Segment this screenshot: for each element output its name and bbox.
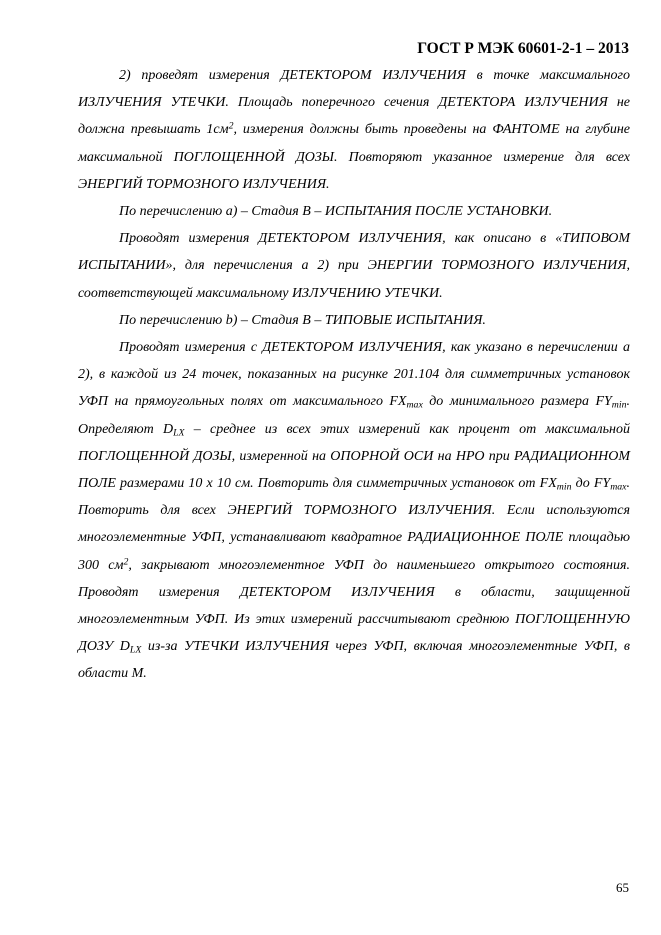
paragraph-stage-b-type-tests (78, 307, 630, 334)
text-span: из-за УТЕЧКИ ИЗЛУЧЕНИЯ через УФП, включая многоэлементные УФП, в области М. (78, 639, 630, 682)
text-span: Проводят измерения с ДЕТЕКТОРОМ ИЗЛУЧЕНИЯ, как указано в перечислении а 2), в каждой из 24 точек, показанных на рисунке 201.104 для симметричных установок УФП на прямоугольных полях от максимального FX (78, 340, 630, 410)
text-span: . Определяют D (78, 394, 630, 437)
text-span: По перечислению a) – Стадия В – ИСПЫТАНИЯ ПОСЛЕ УСТАНОВКИ. (119, 204, 553, 220)
subscript-min: min (556, 481, 572, 493)
text-span: , измерения должны быть проведены на ФАНТОМЕ на глубине максимальной ПОГЛОЩЕННОЙ ДОЗЫ. Повторяют указанное измерение для всех ЭНЕРГИЙ ТОРМОЗНОГО ИЗЛУЧЕНИЯ. (78, 122, 630, 192)
text-span: По перечислению b) – Стадия В – ТИПОВЫЕ ИСПЫТАНИЯ. (119, 312, 486, 328)
document-body (78, 62, 630, 688)
superscript-2: 2 (123, 556, 129, 568)
paragraph-measurement-as-type-test (78, 225, 630, 307)
text-span: Проводят измерения ДЕТЕКТОРОМ ИЗЛУЧЕНИЯ, как описано в «ТИПОВОМ ИСПЫТАНИИ», для перечисления а 2) при ЭНЕРГИИ ТОРМОЗНОГО ИЗЛУЧЕНИЯ, соответствующей максимальному ИЗЛУЧЕНИЮ УТЕЧКИ. (78, 231, 630, 301)
text-span: , закрывают многоэлементное УФП до наименьшего открытого состояния. Проводят измерения ДЕТЕКТОРОМ ИЗЛУЧЕНИЯ в области, защищенной многоэлементным УФП. Из этих измерений рассчитывают среднюю ПОГЛОЩЕННУЮ ДОЗУ D (78, 557, 631, 655)
subscript-max: max (406, 399, 423, 411)
paragraph-stage-b-after-installation (78, 198, 630, 225)
paragraph-24-points-measurement (78, 334, 630, 688)
superscript-2: 2 (228, 121, 234, 132)
text-span: до FY (571, 476, 611, 492)
subscript-max: max (610, 481, 627, 493)
paragraph-measurement-max-leakage (78, 62, 630, 198)
subscript-lx: LX (173, 427, 185, 439)
text-span: . Повторить для всех ЭНЕРГИЙ ТОРМОЗНОГО ИЗЛУЧЕНИЯ. Если используются многоэлементные УФП, устанавливают квадратное РАДИАЦИОННОЕ ПОЛЕ площадью 300 см (78, 476, 631, 573)
page-number: 65 (616, 880, 629, 895)
document-id-header: ГОСТ Р МЭК 60601-2-1 – 2013 (417, 40, 629, 57)
subscript-min: min (611, 399, 627, 411)
text-span: до минимального размера FY (422, 394, 612, 410)
text-span: 2) проведят измерения ДЕТЕКТОРОМ ИЗЛУЧЕНИЯ в точке максимального ИЗЛУЧЕНИЯ УТЕЧКИ. Площадь поперечного сечения ДЕТЕКТОРА ИЗЛУЧЕНИЯ не должна превышать 1см (78, 68, 630, 138)
text-span: – среднее из всех этих измерений как процент от максимальной ПОГЛОЩЕННОЙ ДОЗЫ, измеренной на ОПОРНОЙ ОСИ на НРО при РАДИАЦИОННОМ ПОЛЕ размерами 10 х 10 см. Повторить для симметричных установок от FX (78, 421, 630, 492)
subscript-lx: LX (129, 644, 142, 656)
